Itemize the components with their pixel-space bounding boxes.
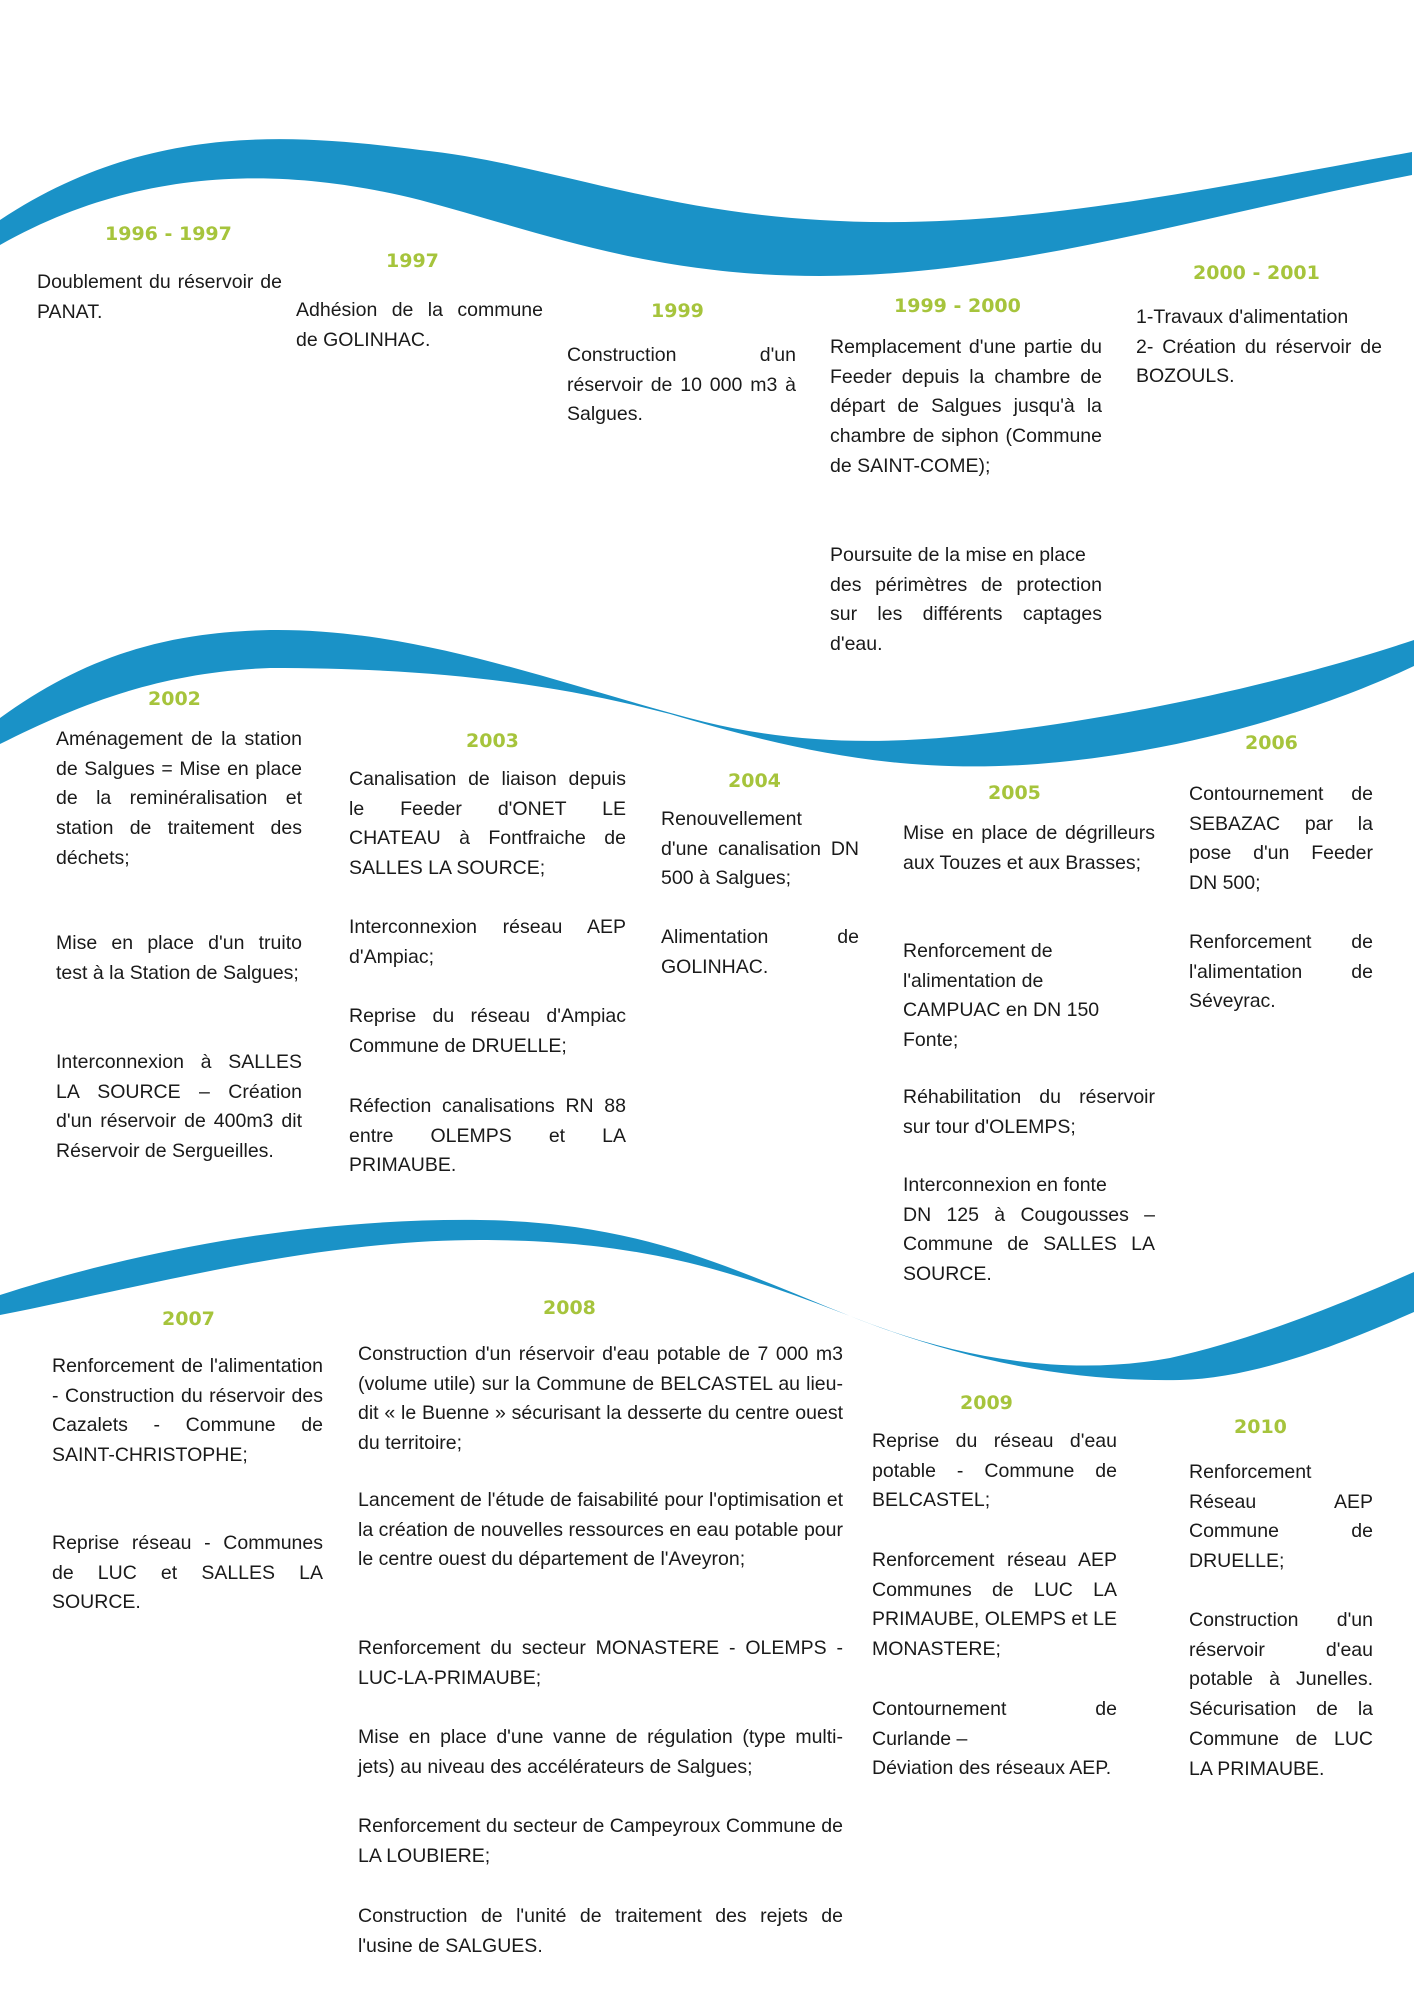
entry-paragraph: Construction d'un réservoir de 10 000 m3 à Salgues. (567, 344, 796, 426)
entry-year: 2003 (466, 730, 519, 752)
entry-year: 2007 (162, 1308, 215, 1330)
entry-paragraph: Renforcement du secteur MONASTERE - OLEMPS - LUC-LA-PRIMAUBE; (358, 1637, 843, 1689)
entry-paragraph: Renforcement Réseau AEP Commune de DRUELLE; (1189, 1461, 1373, 1573)
entry-year: 2010 (1234, 1416, 1287, 1438)
entry-paragraph: Alimentation de GOLINHAC. (661, 926, 859, 978)
entry-paragraph: Remplacement d'une partie du Feeder depuis la chambre de départ de Salgues jusqu'à la chambre de siphon (Commune de SAINT-COME); (830, 336, 1102, 477)
entry-year: 2004 (728, 770, 781, 792)
entry-year: 1996 - 1997 (105, 223, 232, 245)
entry-paragraph: Reprise réseau - Communes de LUC et SALLES LA SOURCE. (52, 1532, 323, 1614)
entry-paragraph: Renforcement de l'alimentation de CAMPUAC en DN 150 Fonte; (903, 940, 1100, 1052)
entry-year: 2002 (148, 688, 201, 710)
entry-paragraph: Renforcement de l'alimentation - Construction du réservoir des Cazalets - Commune de SAINT-CHRISTOPHE; (52, 1355, 323, 1467)
entry-paragraph: 1-Travaux d'alimentation 2- Création du réservoir de BOZOULS. (1136, 306, 1382, 388)
entry-paragraph: Interconnexion réseau AEP d'Ampiac; (349, 916, 626, 968)
entry-paragraph: Interconnexion en fonte DN 125 à Cougousses – Commune de SALLES LA SOURCE. (903, 1174, 1155, 1286)
entry-paragraph: Doublement du réservoir de PANAT. (37, 271, 282, 323)
wave-band-top (0, 139, 1412, 276)
entry-paragraph: Construction de l'unité de traitement des rejets de l'usine de SALGUES. (358, 1905, 843, 1957)
entry-paragraph: Reprise du réseau d'eau potable - Commune de BELCASTEL; (872, 1430, 1117, 1512)
entry-paragraph: Renforcement réseau AEP Communes de LUC LA PRIMAUBE, OLEMPS et LE MONASTERE; (872, 1549, 1117, 1661)
entry-year: 2009 (960, 1392, 1013, 1414)
entry-paragraph: Adhésion de la commune de GOLINHAC. (296, 299, 543, 351)
entry-paragraph: Réhabilitation du réservoir sur tour d'OLEMPS; (903, 1086, 1155, 1138)
entry-year: 2006 (1245, 732, 1298, 754)
entry-paragraph: Construction d'un réservoir d'eau potable de 7 000 m3 (volume utile) sur la Commune de BELCASTEL au lieu-dit « le Buenne » sécurisant la desserte du centre ouest du territoire; (358, 1343, 843, 1455)
entry-paragraph: Contournement de Curlande – Déviation des réseaux AEP. (872, 1698, 1117, 1780)
entry-paragraph: Lancement de l'étude de faisabilité pour l'optimisation et la création de nouvelles ressources en eau potable pour le centre ouest du département de l'Aveyron; (358, 1489, 843, 1571)
entry-paragraph: Mise en place de dégrilleurs aux Touzes et aux Brasses; (903, 822, 1155, 874)
entry-year: 1997 (386, 250, 439, 272)
entry-paragraph: Poursuite de la mise en place des périmètres de protection sur les différents captages d'eau. (830, 544, 1102, 656)
entry-paragraph: Mise en place d'une vanne de régulation (type multi-jets) au niveau des accélérateurs de Salgues; (358, 1726, 843, 1778)
entry-paragraph: Aménagement de la station de Salgues = Mise en place de la reminéralisation et station de traitement des déchets; (56, 728, 302, 869)
entry-year: 2000 - 2001 (1193, 262, 1320, 284)
entry-paragraph: Réfection canalisations RN 88 entre OLEMPS et LA PRIMAUBE. (349, 1095, 626, 1177)
entry-year: 2008 (543, 1297, 596, 1319)
entry-paragraph: Renforcement de l'alimentation de Séveyrac. (1189, 931, 1373, 1013)
entry-paragraph: Mise en place d'un truito test à la Station de Salgues; (56, 932, 302, 984)
entry-year: 1999 (651, 300, 704, 322)
entry-paragraph: Renouvellement d'une canalisation DN 500 à Salgues; (661, 808, 859, 890)
entry-paragraph: Reprise du réseau d'Ampiac Commune de DRUELLE; (349, 1005, 626, 1057)
entry-paragraph: Interconnexion à SALLES LA SOURCE – Création d'un réservoir de 400m3 dit Réservoir de Sergueilles. (56, 1051, 302, 1163)
entry-paragraph: Canalisation de liaison depuis le Feeder d'ONET LE CHATEAU à Fontfraiche de SALLES LA SOURCE; (349, 768, 626, 880)
entry-year: 1999 - 2000 (894, 295, 1021, 317)
entry-paragraph: Construction d'un réservoir d'eau potable à Junelles. Sécurisation de la Commune de LUC LA PRIMAUBE. (1189, 1609, 1373, 1780)
entry-paragraph: Contournement de SEBAZAC par la pose d'un Feeder DN 500; (1189, 783, 1373, 895)
entry-paragraph: Renforcement du secteur de Campeyroux Commune de LA LOUBIERE; (358, 1815, 843, 1867)
entry-year: 2005 (988, 782, 1041, 804)
